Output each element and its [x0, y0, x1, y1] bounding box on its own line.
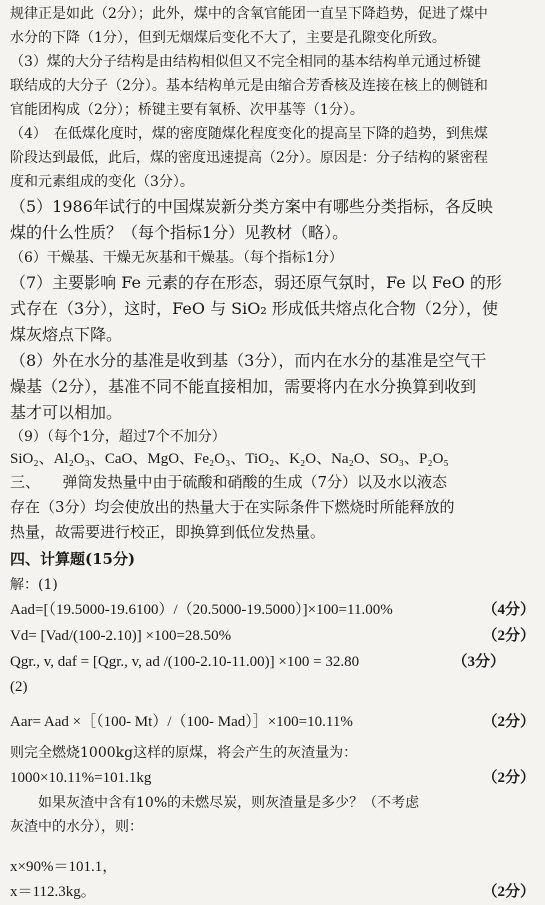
- text-line: （3）煤的大分子结构是由结构相似但又不完全相同的基本结构单元通过桥键: [10, 54, 481, 70]
- oxide-list: SiO₂、Al₂O₃、CaO、MgO、Fe₂O₃、TiO₂、K₂O、Na₂O、SO₃、P₂O₅: [10, 451, 449, 467]
- text-line: 煤灰熔点下降。: [10, 325, 123, 344]
- text-line: 度和元素组成的变化（3分）。: [10, 174, 194, 190]
- formula-row: [10, 879, 535, 905]
- text-line: 规律正是如此（2分）；此外，煤中的含氧官能团一直呈下降趋势，促进了煤中: [10, 6, 488, 22]
- formula-qgr: Qgr., v, daf = [Qgr., v, ad /(100-2.10-11.00)] ×100 = 32.80: [10, 654, 360, 670]
- text-line: 则完全燃烧1000kg这样的原煤，将会产生的灰渣量为：: [10, 745, 358, 761]
- formula-vd: Vd= [Vad/(100-2.10)] ×100=28.50%: [10, 628, 232, 644]
- formula-row: [10, 765, 535, 791]
- text-line: （9）（每个1分，超过7个不加分）: [10, 429, 226, 445]
- text-line: （7）主要影响 Fe 元素的存在形态，弱还原气氛时，Fe 以 FeO 的形: [10, 273, 502, 292]
- text-line: 三、 弹筒发热量中由于硫酸和硝酸的生成（7分）以及水以液态: [10, 473, 448, 491]
- text-line: 基才可以相加。: [10, 403, 123, 422]
- text-line: 如果灰渣中含有10%的未燃尽炭，则灰渣量是多少？（不考虑: [38, 795, 420, 811]
- points-label: （3分）: [452, 654, 505, 670]
- formula-row: [10, 709, 535, 735]
- text-line: （5）1986年试行的中国煤炭新分类方案中有哪些分类指标，各反映: [10, 197, 493, 216]
- formula-aar: Aar= Aad ×［（100- Mt）/（100- Mad）］×100=10.11%: [10, 714, 353, 730]
- equation-line: x＝112.3kg。: [10, 884, 96, 900]
- formula-row: [10, 597, 535, 623]
- text-line: 热量，故需要进行校正，即换算到低位发热量。: [10, 523, 326, 541]
- section-title: 四、计算题(15分): [10, 550, 136, 568]
- points-label: （4分）: [482, 602, 535, 618]
- text-line: 煤的什么性质？（每个指标1分）见教材（略）。: [10, 223, 349, 242]
- text-line: 联结成的大分子（2分）。基本结构单元是由缩合芳香核及连接在核上的侧链和: [10, 78, 488, 94]
- text-line: 官能团构成（2分）；桥键主要有氧桥、次甲基等（1分）。: [10, 102, 364, 118]
- text-line: 水分的下降（1分），但到无烟煤后变化不大了，主要是孔隙变化所致。: [10, 30, 446, 46]
- text-line: （4） 在低煤化度时，煤的密度随煤化程度变化的提高呈下降的趋势，到焦煤: [10, 126, 488, 142]
- formula-row: [10, 649, 535, 675]
- text-line: 式存在（3分），这时，FeO 与 SiO₂ 形成低共熔点化合物（2分），使: [10, 299, 499, 318]
- points-label: （2分）: [482, 714, 535, 730]
- part-label: (2): [10, 679, 28, 695]
- equation-line: x×90%＝101.1，: [10, 859, 118, 875]
- text-line: （6）干燥基、干燥无灰基和干燥基。（每个指标1分）: [10, 250, 343, 266]
- formula-row: [10, 623, 535, 649]
- points-label: （2分）: [482, 628, 535, 644]
- solution-label: 解：(1): [10, 577, 58, 593]
- points-label: （2分）: [482, 884, 535, 900]
- text-line: 灰渣中的水分），则：: [10, 819, 143, 835]
- points-label: （2分）: [482, 770, 535, 786]
- formula-aad: Aad=[（19.5000-19.6100）/（20.5000-19.5000）]×100=11.00%: [10, 602, 393, 618]
- text-line: 燥基（2分），基准不同不能直接相加，需要将内在水分换算到收到: [10, 377, 477, 396]
- text-line: 阶段达到最低，此后，煤的密度迅速提高（2分）。原因是：分子结构的紧密程: [10, 150, 488, 166]
- text-line: （8）外在水分的基准是收到基（3分），而内在水分的基准是空气干: [10, 351, 487, 370]
- formula-slag: 1000×10.11%=101.1kg: [10, 770, 152, 786]
- text-line: 存在（3分）均会使放出的热量大于在实际条件下燃烧时所能释放的: [10, 498, 455, 516]
